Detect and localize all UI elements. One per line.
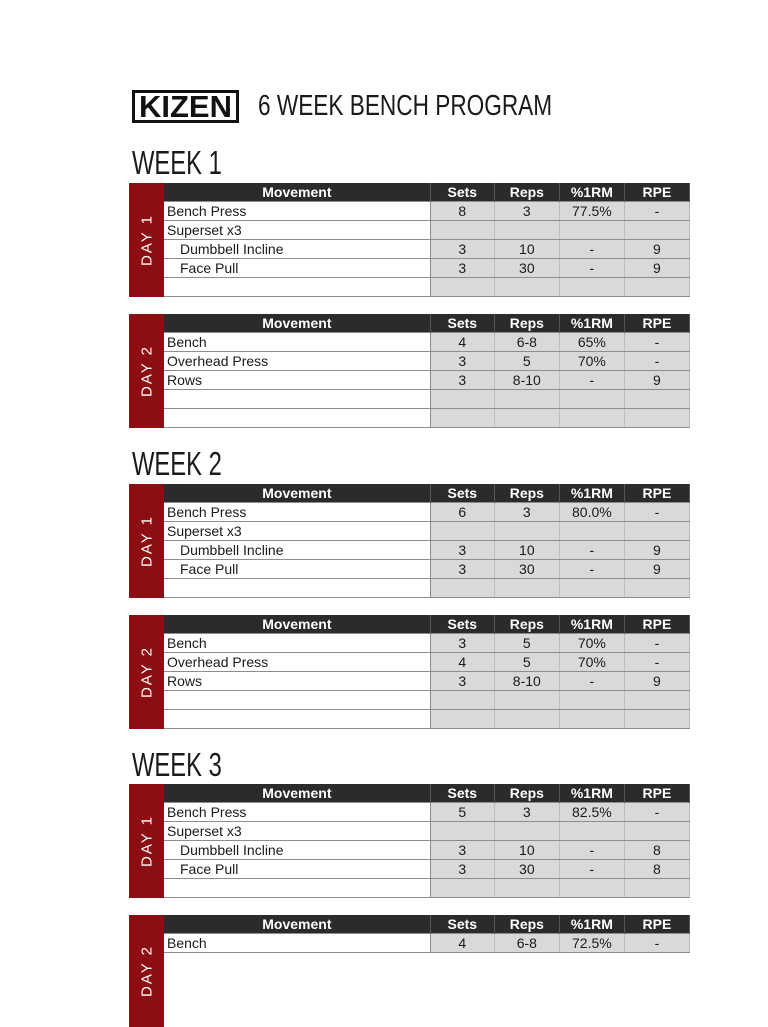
movement-cell: Bench xyxy=(164,333,430,352)
rm-cell xyxy=(559,522,624,541)
rm-cell: 77.5% xyxy=(559,202,624,221)
rm-cell xyxy=(559,691,624,710)
movement-cell: Bench Press xyxy=(164,803,430,822)
movement-cell xyxy=(164,691,430,710)
table-row xyxy=(164,560,690,579)
column-header: Reps xyxy=(494,183,559,202)
column-header: %1RM xyxy=(559,183,624,202)
day-block xyxy=(129,183,690,297)
table-row xyxy=(164,841,690,860)
movement-cell: Superset x3 xyxy=(164,221,430,240)
rm-cell: 65% xyxy=(559,333,624,352)
movement-cell xyxy=(164,278,430,297)
day-block xyxy=(129,915,690,997)
sets-cell xyxy=(430,221,494,240)
rm-cell: - xyxy=(559,841,624,860)
day-label-tab xyxy=(129,915,164,1027)
table-row xyxy=(164,879,690,898)
rpe-cell: - xyxy=(624,803,689,822)
sets-cell xyxy=(430,691,494,710)
rpe-cell xyxy=(624,822,689,841)
day-block xyxy=(129,784,690,898)
reps-cell: 30 xyxy=(494,259,559,278)
workout-table xyxy=(164,183,690,297)
sets-cell: 4 xyxy=(430,653,494,672)
rm-cell: - xyxy=(559,860,624,879)
workout-table xyxy=(164,915,690,953)
rm-cell xyxy=(559,409,624,428)
movement-cell xyxy=(164,390,430,409)
movement-cell xyxy=(164,710,430,729)
column-header: Reps xyxy=(494,915,559,934)
column-header: %1RM xyxy=(559,615,624,634)
table-header-row xyxy=(164,784,690,803)
day-label-tab xyxy=(129,183,164,297)
day-label: DAY 1 xyxy=(138,815,155,867)
reps-cell: 5 xyxy=(494,352,559,371)
movement-cell: Overhead Press xyxy=(164,653,430,672)
rm-cell: - xyxy=(559,371,624,390)
table-row xyxy=(164,390,690,409)
movement-cell: Rows xyxy=(164,672,430,691)
reps-cell: 8-10 xyxy=(494,371,559,390)
table-row xyxy=(164,710,690,729)
reps-cell: 10 xyxy=(494,841,559,860)
table-row xyxy=(164,579,690,598)
day-label-tab xyxy=(129,615,164,729)
reps-cell xyxy=(494,579,559,598)
table-row xyxy=(164,672,690,691)
week-title: WEEK 1 xyxy=(132,144,222,181)
column-header: %1RM xyxy=(559,915,624,934)
sets-cell: 4 xyxy=(430,934,494,953)
column-header: Movement xyxy=(164,314,430,333)
movement-cell: Overhead Press xyxy=(164,352,430,371)
rpe-cell: - xyxy=(624,333,689,352)
column-header: Movement xyxy=(164,784,430,803)
workout-table xyxy=(164,484,690,598)
table-row xyxy=(164,240,690,259)
sets-cell xyxy=(430,710,494,729)
rm-cell: - xyxy=(559,259,624,278)
movement-cell: Bench xyxy=(164,934,430,953)
rpe-cell: - xyxy=(624,352,689,371)
rm-cell: 72.5% xyxy=(559,934,624,953)
reps-cell xyxy=(494,710,559,729)
column-header: Reps xyxy=(494,784,559,803)
day-block xyxy=(129,314,690,428)
table-row xyxy=(164,691,690,710)
rpe-cell xyxy=(624,710,689,729)
reps-cell xyxy=(494,522,559,541)
rpe-cell xyxy=(624,879,689,898)
reps-cell xyxy=(494,390,559,409)
rpe-cell xyxy=(624,409,689,428)
rm-cell xyxy=(559,579,624,598)
rm-cell: 70% xyxy=(559,634,624,653)
day-block xyxy=(129,484,690,598)
sets-cell: 3 xyxy=(430,560,494,579)
reps-cell: 3 xyxy=(494,503,559,522)
rpe-cell: 9 xyxy=(624,240,689,259)
movement-cell: Face Pull xyxy=(164,860,430,879)
sets-cell: 6 xyxy=(430,503,494,522)
kizen-logo: KIZEN xyxy=(132,90,239,123)
reps-cell: 6-8 xyxy=(494,934,559,953)
week-title: WEEK 2 xyxy=(132,445,222,482)
table-row xyxy=(164,934,690,953)
table-header-row xyxy=(164,484,690,503)
movement-cell: Superset x3 xyxy=(164,522,430,541)
column-header: RPE xyxy=(624,484,689,503)
column-header: Movement xyxy=(164,183,430,202)
sets-cell: 3 xyxy=(430,352,494,371)
column-header: Reps xyxy=(494,484,559,503)
rm-cell: 80.0% xyxy=(559,503,624,522)
sets-cell xyxy=(430,879,494,898)
rpe-cell: - xyxy=(624,934,689,953)
page-header xyxy=(132,86,635,126)
sets-cell xyxy=(430,522,494,541)
reps-cell: 30 xyxy=(494,860,559,879)
rm-cell: - xyxy=(559,672,624,691)
rm-cell: 70% xyxy=(559,352,624,371)
rpe-cell: 8 xyxy=(624,841,689,860)
rm-cell: - xyxy=(559,560,624,579)
sets-cell: 3 xyxy=(430,240,494,259)
workout-table xyxy=(164,615,690,729)
movement-cell: Superset x3 xyxy=(164,822,430,841)
table-header-row xyxy=(164,915,690,934)
rpe-cell xyxy=(624,278,689,297)
rpe-cell xyxy=(624,579,689,598)
column-header: Movement xyxy=(164,615,430,634)
movement-cell: Dumbbell Incline xyxy=(164,240,430,259)
reps-cell: 5 xyxy=(494,634,559,653)
rpe-cell: 9 xyxy=(624,672,689,691)
table-header-row xyxy=(164,314,690,333)
table-row xyxy=(164,803,690,822)
rm-cell xyxy=(559,390,624,409)
reps-cell xyxy=(494,221,559,240)
rpe-cell: 8 xyxy=(624,860,689,879)
day-label: DAY 1 xyxy=(138,515,155,567)
column-header: Sets xyxy=(430,314,494,333)
movement-cell: Bench Press xyxy=(164,202,430,221)
reps-cell: 30 xyxy=(494,560,559,579)
table-row xyxy=(164,221,690,240)
rm-cell xyxy=(559,710,624,729)
sets-cell xyxy=(430,579,494,598)
table-row xyxy=(164,653,690,672)
rpe-cell: 9 xyxy=(624,259,689,278)
reps-cell: 6-8 xyxy=(494,333,559,352)
table-row xyxy=(164,860,690,879)
reps-cell: 10 xyxy=(494,541,559,560)
column-header: Movement xyxy=(164,915,430,934)
day-label: DAY 2 xyxy=(138,945,155,997)
column-header: Reps xyxy=(494,314,559,333)
workout-table xyxy=(164,784,690,898)
column-header: %1RM xyxy=(559,784,624,803)
sets-cell xyxy=(430,409,494,428)
table-row xyxy=(164,409,690,428)
rm-cell xyxy=(559,879,624,898)
rpe-cell: - xyxy=(624,653,689,672)
sets-cell: 3 xyxy=(430,541,494,560)
week-title: WEEK 3 xyxy=(132,746,222,783)
rpe-cell xyxy=(624,221,689,240)
table-header-row xyxy=(164,183,690,202)
day-label-tab xyxy=(129,314,164,428)
reps-cell: 10 xyxy=(494,240,559,259)
table-row xyxy=(164,822,690,841)
sets-cell: 3 xyxy=(430,634,494,653)
table-row xyxy=(164,333,690,352)
rpe-cell: 9 xyxy=(624,541,689,560)
rm-cell xyxy=(559,278,624,297)
rpe-cell: - xyxy=(624,503,689,522)
movement-cell xyxy=(164,409,430,428)
column-header: Sets xyxy=(430,484,494,503)
day-label: DAY 1 xyxy=(138,214,155,266)
rm-cell: 82.5% xyxy=(559,803,624,822)
column-header: Sets xyxy=(430,915,494,934)
reps-cell xyxy=(494,691,559,710)
column-header: RPE xyxy=(624,183,689,202)
sets-cell xyxy=(430,822,494,841)
sets-cell: 5 xyxy=(430,803,494,822)
table-row xyxy=(164,522,690,541)
table-row xyxy=(164,634,690,653)
day-label: DAY 2 xyxy=(138,345,155,397)
day-label: DAY 2 xyxy=(138,646,155,698)
movement-cell: Face Pull xyxy=(164,259,430,278)
sets-cell: 3 xyxy=(430,841,494,860)
reps-cell xyxy=(494,822,559,841)
column-header: %1RM xyxy=(559,314,624,333)
reps-cell: 3 xyxy=(494,803,559,822)
day-label-tab xyxy=(129,484,164,598)
rm-cell: 70% xyxy=(559,653,624,672)
table-row xyxy=(164,541,690,560)
sets-cell: 3 xyxy=(430,371,494,390)
column-header: Reps xyxy=(494,615,559,634)
table-row xyxy=(164,202,690,221)
rpe-cell xyxy=(624,691,689,710)
rpe-cell: - xyxy=(624,202,689,221)
reps-cell: 3 xyxy=(494,202,559,221)
column-header: RPE xyxy=(624,314,689,333)
rm-cell xyxy=(559,822,624,841)
movement-cell xyxy=(164,879,430,898)
reps-cell: 5 xyxy=(494,653,559,672)
sets-cell: 8 xyxy=(430,202,494,221)
sets-cell xyxy=(430,278,494,297)
reps-cell: 8-10 xyxy=(494,672,559,691)
movement-cell xyxy=(164,579,430,598)
table-header-row xyxy=(164,615,690,634)
sets-cell: 4 xyxy=(430,333,494,352)
column-header: RPE xyxy=(624,915,689,934)
table-row xyxy=(164,352,690,371)
rpe-cell xyxy=(624,522,689,541)
movement-cell: Dumbbell Incline xyxy=(164,841,430,860)
rpe-cell xyxy=(624,390,689,409)
reps-cell xyxy=(494,409,559,428)
column-header: Sets xyxy=(430,183,494,202)
table-row xyxy=(164,371,690,390)
rpe-cell: - xyxy=(624,634,689,653)
column-header: %1RM xyxy=(559,484,624,503)
column-header: RPE xyxy=(624,784,689,803)
workout-table xyxy=(164,314,690,428)
column-header: Movement xyxy=(164,484,430,503)
column-header: Sets xyxy=(430,784,494,803)
rm-cell xyxy=(559,221,624,240)
movement-cell: Dumbbell Incline xyxy=(164,541,430,560)
sets-cell xyxy=(430,390,494,409)
reps-cell xyxy=(494,278,559,297)
table-row xyxy=(164,259,690,278)
movement-cell: Bench Press xyxy=(164,503,430,522)
rpe-cell: 9 xyxy=(624,560,689,579)
column-header: Sets xyxy=(430,615,494,634)
column-header: RPE xyxy=(624,615,689,634)
table-row xyxy=(164,503,690,522)
sets-cell: 3 xyxy=(430,860,494,879)
page-title: 6 WEEK BENCH PROGRAM xyxy=(258,89,553,122)
movement-cell: Rows xyxy=(164,371,430,390)
sets-cell: 3 xyxy=(430,672,494,691)
sets-cell: 3 xyxy=(430,259,494,278)
rm-cell: - xyxy=(559,541,624,560)
day-block xyxy=(129,615,690,729)
day-label-tab xyxy=(129,784,164,898)
rpe-cell: 9 xyxy=(624,371,689,390)
reps-cell xyxy=(494,879,559,898)
rm-cell: - xyxy=(559,240,624,259)
movement-cell: Face Pull xyxy=(164,560,430,579)
table-row xyxy=(164,278,690,297)
movement-cell: Bench xyxy=(164,634,430,653)
